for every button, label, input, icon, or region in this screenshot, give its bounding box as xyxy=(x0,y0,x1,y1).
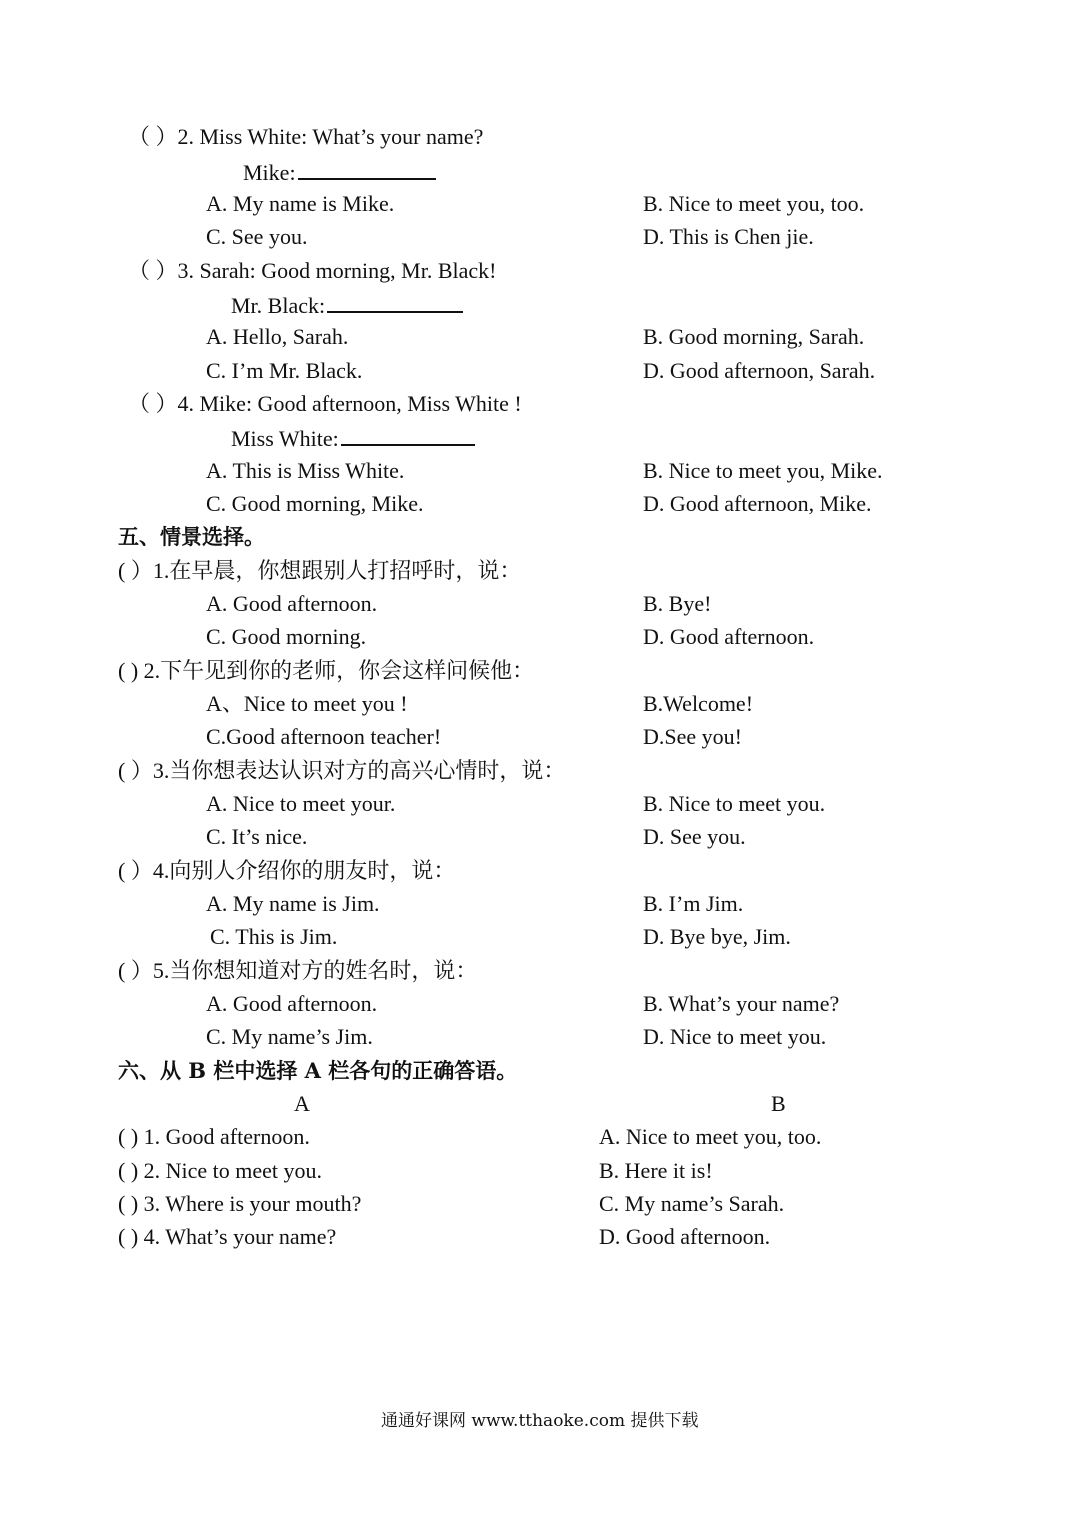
question-stem: ( ）3.当你想表达认识对方的高兴心情时，说： xyxy=(118,758,566,783)
column-header-a: A xyxy=(294,1091,310,1116)
speaker-label: Miss White: xyxy=(231,426,339,451)
speaker-label: Mike: xyxy=(243,160,296,185)
match-left-item: ( ) 3. Where is your mouth? xyxy=(118,1191,362,1216)
option: B. What’s your name? xyxy=(643,991,840,1016)
option: A. My name is Jim. xyxy=(206,891,380,916)
option: D.See you! xyxy=(643,724,742,749)
question-stem: ( ）5.当你想知道对方的姓名时，说： xyxy=(118,958,478,983)
option: D. Nice to meet you. xyxy=(643,1024,827,1049)
column-header-b: B xyxy=(771,1091,786,1116)
option: A、Nice to meet you ! xyxy=(206,691,408,716)
option: C. I’m Mr. Black. xyxy=(206,358,363,383)
option: A. Good afternoon. xyxy=(206,991,378,1016)
question-stem: ( ）1.在早晨，你想跟别人打招呼时，说： xyxy=(118,558,522,583)
section-heading: 六、从 B 栏中选择 A 栏各句的正确答语。 xyxy=(118,1058,518,1083)
option: A. Hello, Sarah. xyxy=(206,324,349,349)
option: C. Good morning. xyxy=(206,624,367,649)
question-stem: （ ）3. Sarah: Good morning, Mr. Black! xyxy=(128,258,497,283)
match-left-item: ( ) 1. Good afternoon. xyxy=(118,1124,310,1149)
answer-line xyxy=(231,291,463,319)
option: B. Nice to meet you. xyxy=(643,791,826,816)
option: D. Good afternoon, Sarah. xyxy=(643,358,876,383)
option: D. This is Chen jie. xyxy=(643,224,814,249)
question-stem: ( ) 2.下午见到你的老师，你会这样问候他： xyxy=(118,658,535,683)
question-stem: （ ）2. Miss White: What’s your name? xyxy=(128,124,484,149)
option: C. It’s nice. xyxy=(206,824,308,849)
match-right-item: D. Good afternoon. xyxy=(599,1224,771,1249)
option: D. Bye bye, Jim. xyxy=(643,924,791,949)
match-left-item: ( ) 2. Nice to meet you. xyxy=(118,1158,323,1183)
option: B. Good morning, Sarah. xyxy=(643,324,865,349)
option: B.Welcome! xyxy=(643,691,754,716)
option: A. Good afternoon. xyxy=(206,591,378,616)
question-stem: （ ）4. Mike: Good afternoon, Miss White ! xyxy=(128,391,522,416)
option: D. Good afternoon, Mike. xyxy=(643,491,872,516)
option: C. My name’s Jim. xyxy=(206,1024,373,1049)
option: B. Nice to meet you, too. xyxy=(643,191,865,216)
match-right-item: A. Nice to meet you, too. xyxy=(599,1124,822,1149)
page-footer: 通通好课网 www.tthaoke.com 提供下载 xyxy=(381,1411,699,1431)
answer-blank[interactable] xyxy=(341,424,475,446)
answer-line xyxy=(231,424,475,452)
option: C.Good afternoon teacher! xyxy=(206,724,442,749)
answer-line xyxy=(243,158,436,186)
option: D. Good afternoon. xyxy=(643,624,815,649)
answer-blank[interactable] xyxy=(327,291,463,313)
speaker-label: Mr. Black: xyxy=(231,293,326,318)
option: A. My name is Mike. xyxy=(206,191,395,216)
option: D. See you. xyxy=(643,824,746,849)
option: B. Bye! xyxy=(643,591,712,616)
option: B. I’m Jim. xyxy=(643,891,744,916)
section-heading: 五、情景选择。 xyxy=(118,524,265,549)
option: A. Nice to meet your. xyxy=(206,791,396,816)
match-left-item: ( ) 4. What’s your name? xyxy=(118,1224,337,1249)
question-stem: ( ）4.向别人介绍你的朋友时，说： xyxy=(118,858,456,883)
option: C. This is Jim. xyxy=(210,924,338,949)
match-right-item: C. My name’s Sarah. xyxy=(599,1191,785,1216)
option: C. Good morning, Mike. xyxy=(206,491,424,516)
option: B. Nice to meet you, Mike. xyxy=(643,458,883,483)
option: A. This is Miss White. xyxy=(206,458,405,483)
option: C. See you. xyxy=(206,224,308,249)
match-right-item: B. Here it is! xyxy=(599,1158,713,1183)
answer-blank[interactable] xyxy=(298,158,436,180)
